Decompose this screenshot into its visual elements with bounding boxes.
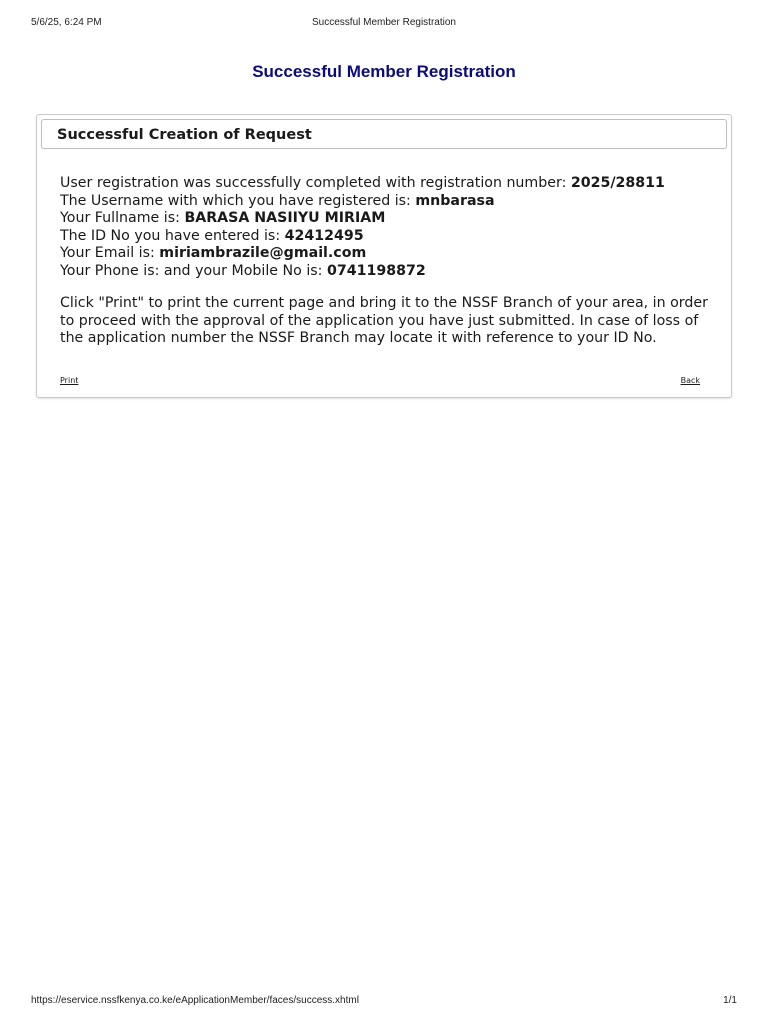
registration-number-value: 2025/28811	[570, 175, 665, 191]
phone-label: Your Phone is: and your Mobile No is:	[60, 262, 327, 279]
phone-line	[60, 263, 720, 281]
panel-header	[41, 119, 727, 149]
username-label: The Username with which you have registered is:	[60, 192, 416, 209]
fullname-label: Your Fullname is:	[60, 210, 185, 226]
mobile-value: 0741198872	[326, 262, 426, 279]
print-page-count: 1/1	[723, 995, 737, 1006]
email-label: Your Email is:	[60, 245, 160, 261]
id-number-value: 42412495	[284, 227, 364, 244]
print-instructions: Click "Print" to print the current page and bring it to the NSSF Branch of your area, in order to proceed with the approval of the application you have just submitted. In case of loss of the application number the NSSF Branch may locate it with reference to your ID No.	[60, 295, 708, 346]
id-number-line	[60, 228, 720, 246]
print-datetime: 5/6/25, 6:24 PM	[31, 17, 102, 28]
id-number-label: The ID No you have entered is:	[60, 227, 285, 244]
registration-number-line	[60, 175, 720, 193]
print-doc-title: Successful Member Registration	[312, 17, 456, 28]
registration-number-label: User registration was successfully completed with registration number:	[60, 175, 571, 191]
print-link[interactable]: Print	[60, 376, 79, 385]
back-link[interactable]: Back	[680, 376, 700, 385]
fullname-value: BARASA NASIIYU MIRIAM	[184, 210, 386, 226]
username-line	[60, 193, 720, 211]
print-footer	[0, 995, 768, 1009]
print-url: https://eservice.nssfkenya.co.ke/eApplicationMember/faces/success.xhtml	[31, 995, 359, 1006]
username-value: mnbarasa	[415, 192, 495, 209]
registration-details	[60, 175, 720, 280]
print-header	[0, 17, 768, 31]
panel-header-title: Successful Creation of Request	[57, 127, 312, 143]
page-title: Successful Member Registration	[252, 62, 516, 81]
confirmation-panel	[36, 114, 732, 398]
email-line	[60, 245, 720, 263]
fullname-line	[60, 210, 720, 228]
email-value: miriambrazile@gmail.com	[159, 245, 367, 261]
